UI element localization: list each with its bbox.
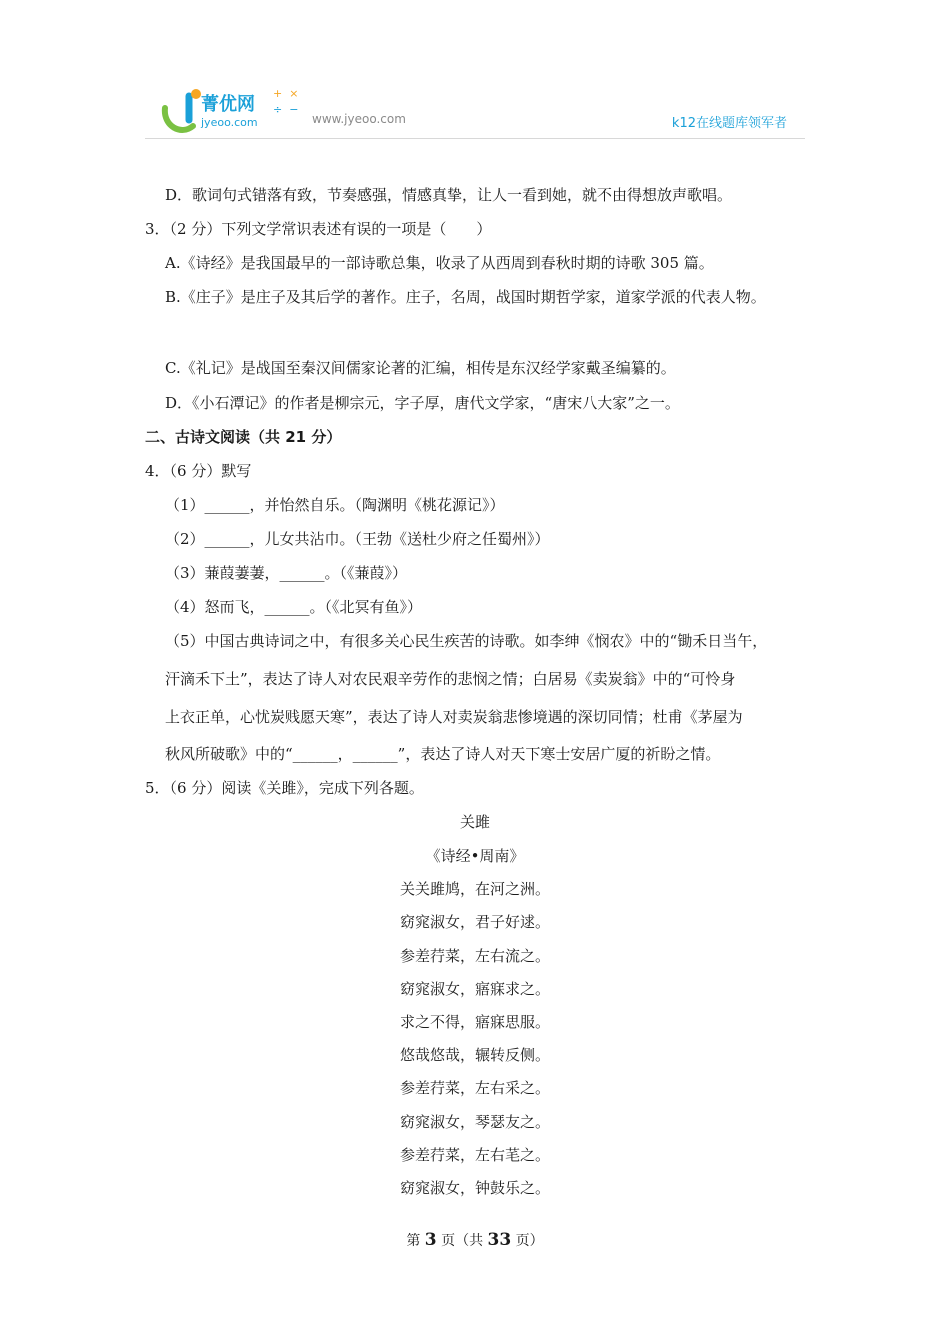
site-url: www.jyeoo.com — [312, 112, 406, 126]
footer-prefix: 第 — [406, 1233, 425, 1249]
current-page-number: 3 — [424, 1230, 437, 1250]
poem-source: 《诗经•周南》 — [425, 847, 525, 865]
poem-verse: 求之不得，寤寐思服。 — [399, 1013, 550, 1031]
poem-verse: 窈窕淑女，寤寐求之。 — [399, 980, 550, 998]
page-footer — [0, 1230, 950, 1250]
poem-verse: 窈窕淑女，钟鼓乐之。 — [399, 1179, 550, 1197]
q4-item-5-line-3: 上衣正单，心忧炭贱愿天寒”，表达了诗人对卖炭翁悲惨境遇的深切同情；杜甫《茅屋为 — [165, 708, 743, 726]
question-5: 5．（6 分）阅读《关雎》，完成下列各题。 — [145, 779, 424, 797]
poem-verse: 参差荇菜，左右芼之。 — [399, 1146, 550, 1164]
q3-option-a: A.《诗经》是我国最早的一部诗歌总集，收录了从西周到春秋时期的诗歌 305 篇。 — [165, 254, 714, 272]
poem-verse: 窈窕淑女，君子好逑。 — [399, 913, 550, 931]
jyeoo-logo-icon — [159, 86, 205, 136]
page-header — [145, 82, 805, 139]
q3-option-b: B.《庄子》是庄子及其后学的著作。庄子，名周，战国时期哲学家，道家学派的代表人物。 — [165, 288, 766, 306]
poem-verse: 参差荇菜，左右流之。 — [399, 947, 550, 965]
poem-verse: 关关雎鸠，在河之洲。 — [399, 880, 550, 898]
section-2-heading: 二、古诗文阅读（共 21 分） — [145, 428, 342, 446]
math-operators-decoration — [273, 86, 307, 122]
footer-middle: 页（共 — [436, 1233, 488, 1249]
q4-item-3: （3）蒹葭萋萋，______。（《蒹葭》） — [165, 564, 408, 582]
poem-verse: 参差荇菜，左右采之。 — [399, 1079, 550, 1097]
q3-option-d: D．《小石潭记》的作者是柳宗元，字子厚，唐代文学家，“唐宋八大家”之一。 — [165, 394, 680, 412]
q2-option-d: D．歌词句式错落有致，节奏感强，情感真挚，让人一看到她，就不由得想放声歌唱。 — [165, 186, 733, 204]
divide-icon: ÷ — [273, 103, 283, 116]
q4-item-2: （2）______，儿女共沾巾。（王勃《送杜少府之任蜀州》） — [165, 530, 550, 548]
poem-title: 关雎 — [459, 813, 490, 831]
poem-verse: 悠哉悠哉，辗转反侧。 — [399, 1046, 550, 1064]
q4-item-5-line-1: （5）中国古典诗词之中，有很多关心民生疾苦的诗歌。如李绅《悯农》中的“锄禾日当午， — [165, 632, 768, 650]
poem-verse: 窈窕淑女，琴瑟友之。 — [399, 1113, 550, 1131]
footer-suffix: 页） — [511, 1233, 544, 1249]
brand-domain: jyeoo.com — [201, 116, 258, 129]
minus-icon: − — [289, 103, 299, 116]
times-icon: × — [289, 87, 299, 100]
q4-item-5-line-2: 汗滴禾下土”，表达了诗人对农民艰辛劳作的悲悯之情；白居易《卖炭翁》中的“可怜身 — [165, 670, 736, 688]
question-3: 3．（2 分）下列文学常识表述有误的一项是（ ） — [145, 220, 492, 238]
q3-option-c: C.《礼记》是战国至秦汉间儒家论著的汇编，相传是东汉经学家戴圣编纂的。 — [165, 359, 676, 377]
brand-name: 菁优网 — [201, 94, 255, 115]
q4-item-5-line-4: 秋风所破歌》中的“______，______”，表达了诗人对天下寒士安居广厦的祈盼之情。 — [165, 745, 721, 763]
total-pages-number: 33 — [487, 1230, 512, 1250]
question-4: 4．（6 分）默写 — [145, 462, 252, 480]
q4-item-4: （4）怒而飞，______。（《北冥有鱼》） — [165, 598, 423, 616]
plus-icon: + — [273, 87, 283, 100]
site-slogan: k12在线题库领军者 — [671, 116, 787, 131]
q4-item-1: （1）______，并怡然自乐。（陶渊明《桃花源记》） — [165, 496, 505, 514]
